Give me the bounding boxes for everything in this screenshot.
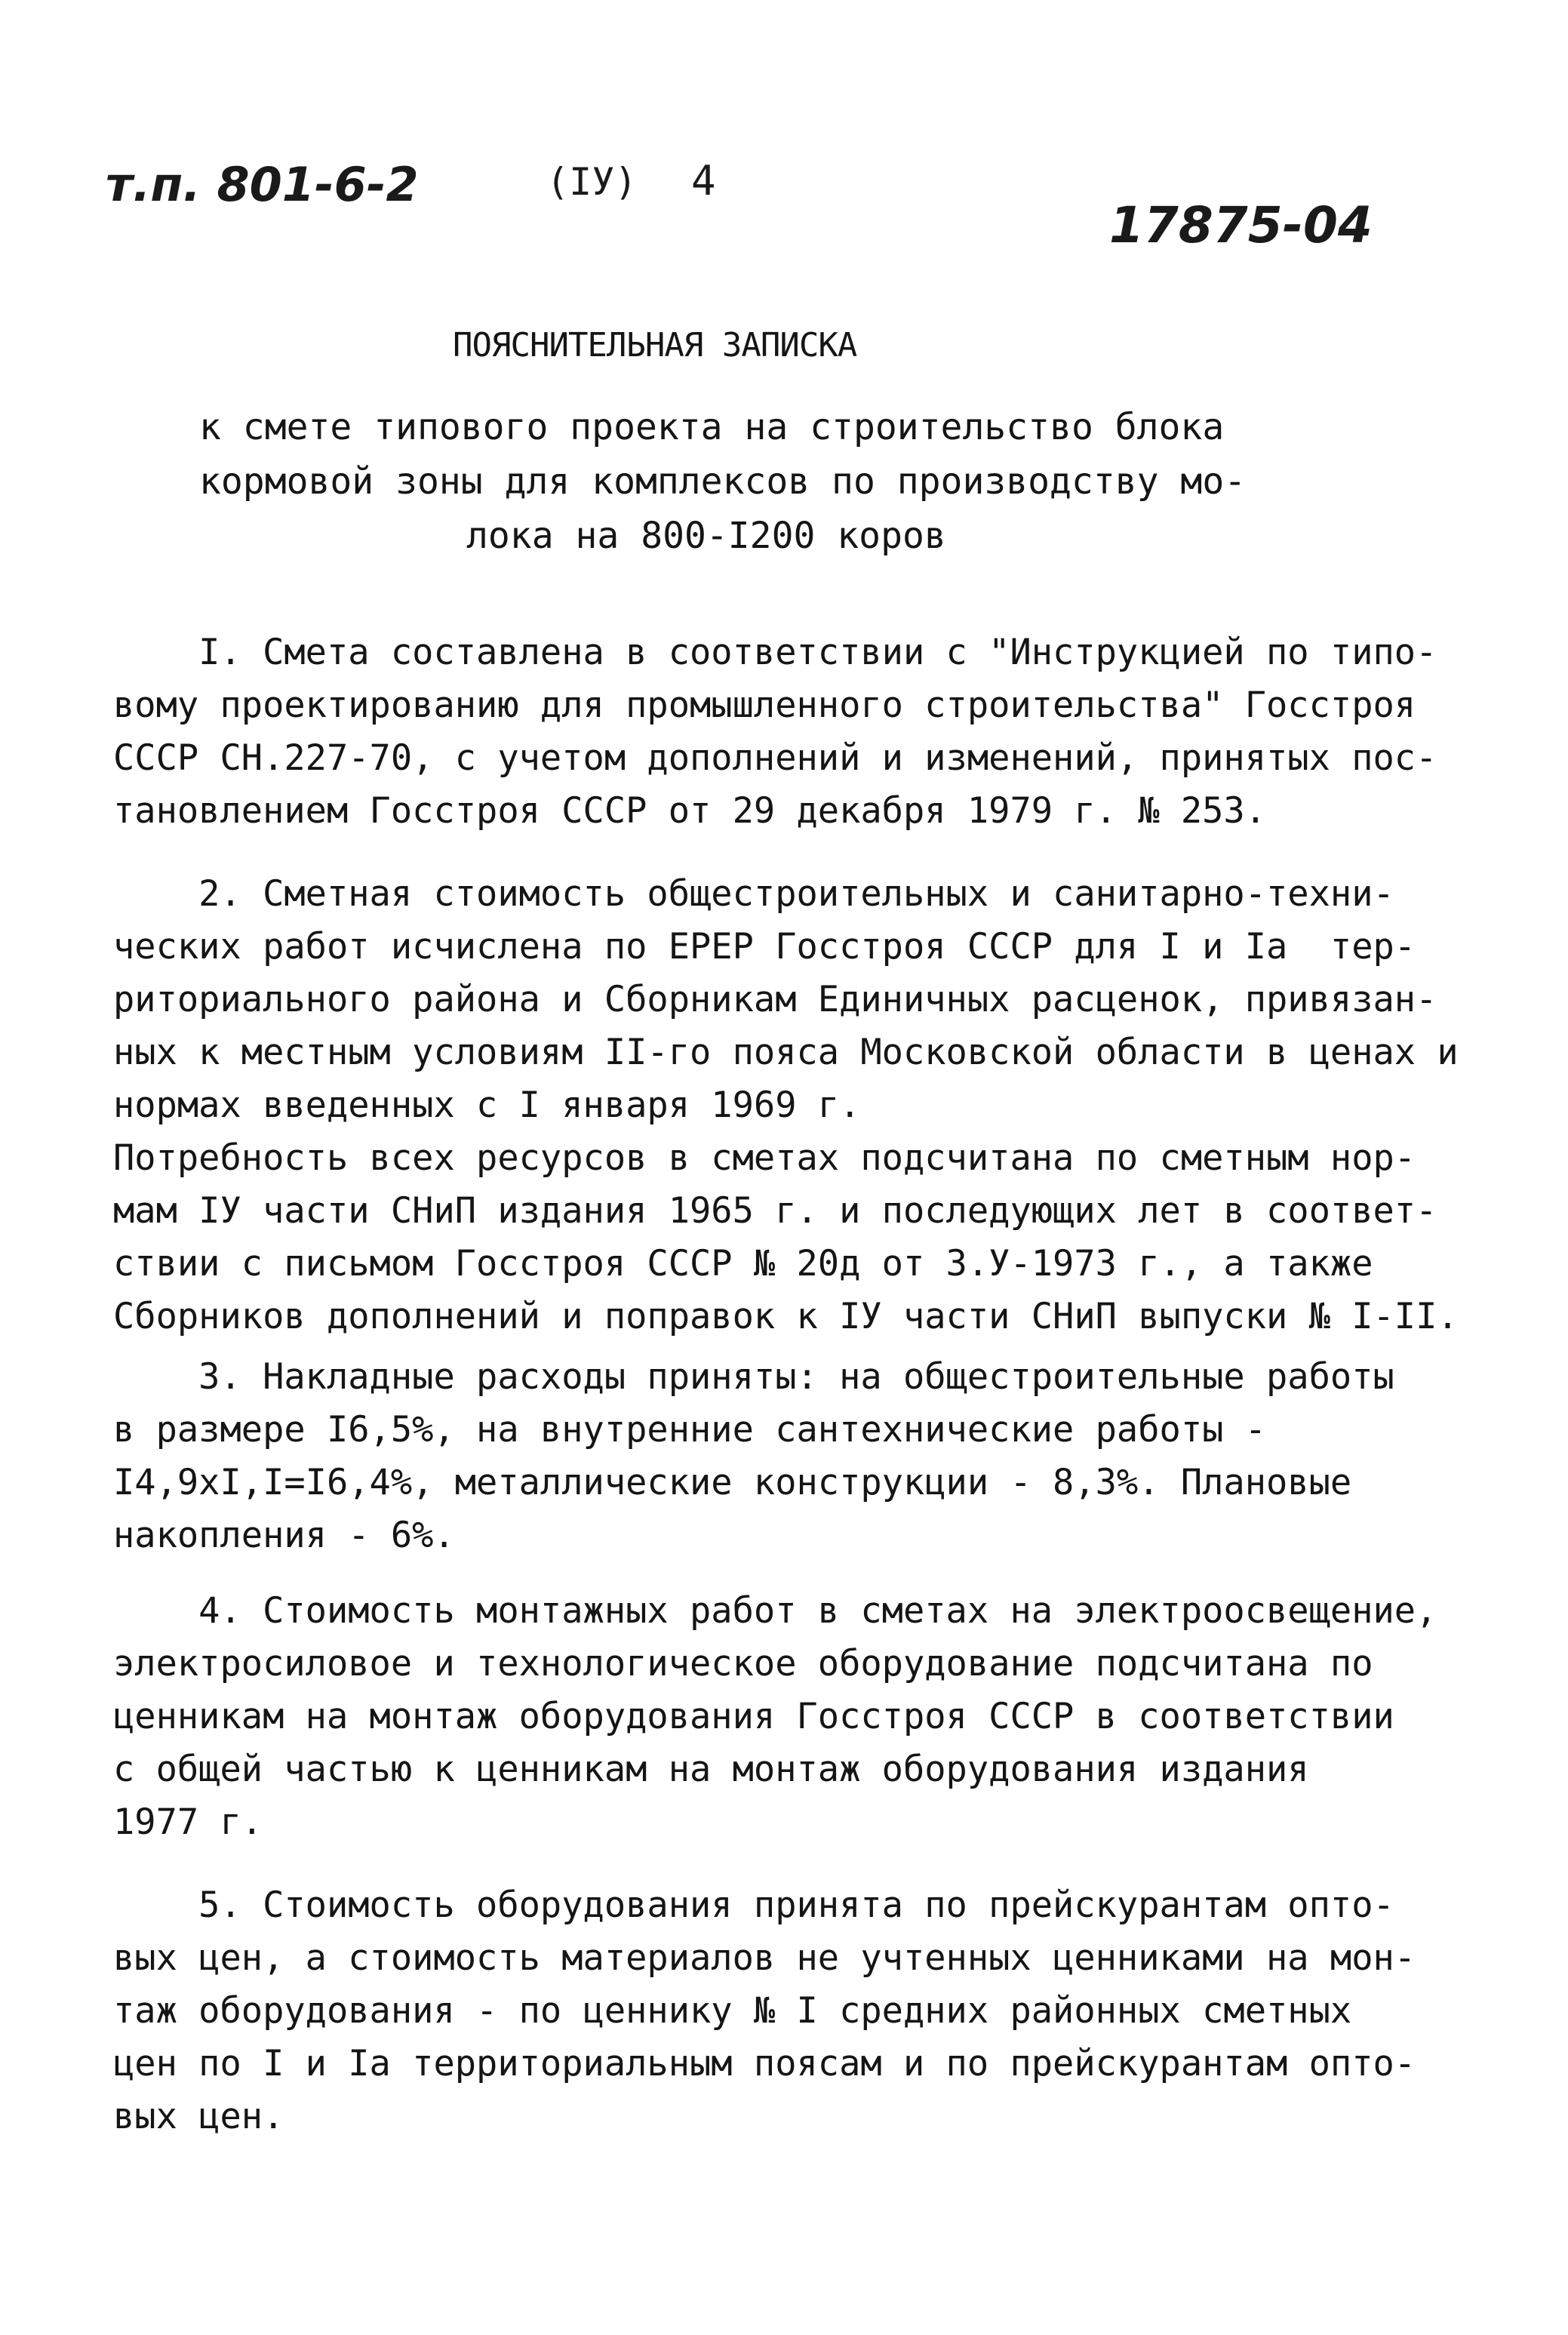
subtitle-line: к смете типового проекта на строительство блока [199,406,1225,448]
text-line: вых цен. [113,2096,284,2137]
text-line: 5. Стоимость оборудования принята по прейскурантам опто- [113,1884,1394,1926]
text-line: 4. Стоимость монтажных работ в сметах на электроосвещение, [113,1590,1437,1632]
text-line: риториального района и Сборникам Единичных расценок, привязан- [113,979,1437,1020]
text-line: таж оборудования - по ценнику № I средних районных сметных [113,1990,1352,2032]
text-line: ных к местным условиям II-го пояса Московской области в ценах и [113,1032,1459,1073]
text-line: нормах введенных с I января 1969 г. [113,1084,861,1126]
paragraph-1 [113,626,1487,838]
text-line: 2. Сметная стоимость общестроительных и санитарно-техни- [113,873,1394,915]
text-line: в размере I6,5%, на внутренние сантехнические работы - [113,1409,1267,1451]
text-line: ценникам на монтаж оборудования Госстроя СССР в соответствии [113,1696,1394,1737]
paragraph-4 [113,1585,1487,1849]
text-line: ческих работ исчислена по ЕРЕР Госстроя СССР для I и Iа тер- [113,926,1416,968]
text-line: СССР СН.227-70, с учетом дополнений и изменений, принятых пос- [113,737,1437,779]
document-subtitle [199,400,1376,563]
text-line: накопления - 6%. [113,1515,455,1556]
text-line: мам IУ части СНиП издания 1965 г. и последующих лет в соответ- [113,1190,1437,1232]
text-line: 3. Накладные расходы приняты: на общестроительные работы [113,1356,1394,1398]
text-line: цен по I и Iа территориальным поясам и по прейскурантам опто- [113,2043,1416,2084]
text-line: тановлением Госстроя СССР от 29 декабря 1979 г. № 253. [113,790,1267,832]
text-line: ствии с письмом Госстроя СССР № 20д от 3.У-1973 г., а также [113,1243,1373,1284]
subtitle-line: лока на 800-I200 коров [466,515,946,557]
paragraph-2 [113,868,1487,1343]
text-line: I. Смета составлена в соответствии с "Инструкцией по типо- [113,632,1437,673]
subtitle-line: кормовой зоны для комплексов по производству мо- [199,460,1247,503]
text-line: электросиловое и технологическое оборудование подсчитана по [113,1643,1373,1684]
sheet-number: 4 [691,157,716,205]
registration-number: 17875-04 [1109,196,1373,254]
text-line: вых цен, а стоимость материалов не учтенных ценниками на мон- [113,1937,1416,1979]
text-line: Сборников дополнений и поправок к IУ части СНиП выпуски № I-II. [113,1296,1459,1337]
paragraph-5 [113,1879,1487,2143]
project-code: т.п. 801-6-2 [106,157,419,212]
text-line: с общей частью к ценникам на монтаж оборудования издания [113,1749,1309,1790]
text-line: Потребность всех ресурсов в сметах подсчитана по сметным нор- [113,1137,1416,1179]
document-title: ПОЯСНИТЕЛЬНАЯ ЗАПИСКА [453,326,857,365]
text-line: 1977 г. [113,1801,263,1843]
paragraph-3 [113,1351,1487,1562]
section-number: (IУ) [546,160,638,204]
text-line: I4,9хI,I=I6,4%, металлические конструкции - 8,3%. Плановые [113,1462,1352,1503]
text-line: вому проектированию для промышленного строительства" Госстроя [113,685,1416,726]
